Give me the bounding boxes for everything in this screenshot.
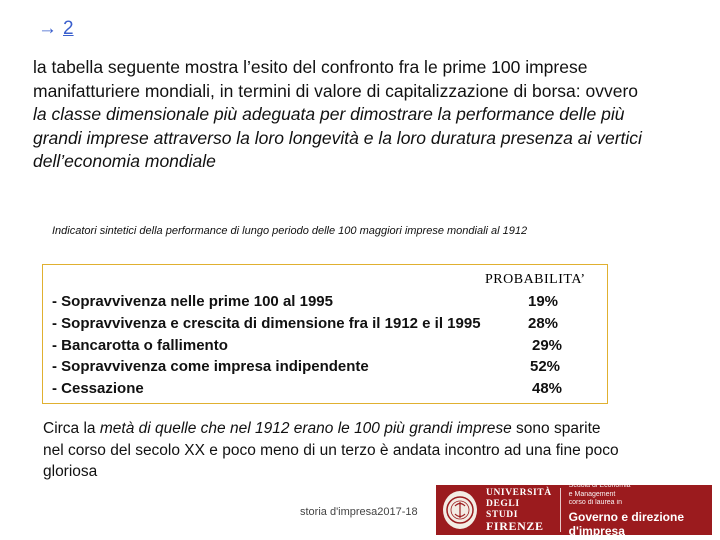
table-row-value: 29% xyxy=(532,337,563,354)
table-row-label: - Cessazione xyxy=(52,380,144,397)
dept-name: Governo e direzione d'impresa xyxy=(568,509,685,538)
table-row-value: 48% xyxy=(532,380,563,397)
closing-italic-text: metà di quelle che nel 1912 erano le 100 più grandi imprese xyxy=(99,420,512,437)
closing-text-end: sono sparite nel corso del secolo XX e poco meno di un terzo è andata incontro ad una fine poco gloriosa xyxy=(43,420,619,480)
closing-paragraph xyxy=(43,418,623,483)
university-name xyxy=(486,488,561,532)
table-row-value: 52% xyxy=(530,358,561,375)
table-row-label: - Sopravvivenza e crescita di dimensione fra il 1912 e il 1995 xyxy=(52,315,481,332)
table-row-label: - Sopravvivenza come impresa indipendente xyxy=(52,358,369,375)
university-name-line: UNIVERSITÀ xyxy=(486,488,552,498)
arrow-right-icon: → xyxy=(38,18,57,39)
closing-text-start: Circa la xyxy=(43,420,100,437)
footer-text: storia d'impresa2017-18 xyxy=(300,506,418,518)
department-label xyxy=(569,482,712,538)
dept-line: Scuola di Economia xyxy=(568,482,631,490)
intro-paragraph xyxy=(33,56,653,174)
dept-line: corso di laurea in xyxy=(568,499,622,507)
university-name-line: DEGLI STUDI xyxy=(486,499,520,520)
university-logo xyxy=(436,482,712,538)
university-city: FIRENZE xyxy=(486,519,544,533)
probability-header: PROBABILITA’ xyxy=(485,272,586,287)
university-seal-icon xyxy=(443,491,477,529)
intro-plain-text: la tabella seguente mostra l’esito del confronto fra le prime 100 imprese manifatturiere mondiali, in termini di valore di capitalizzazione di borsa: ovvero xyxy=(33,57,639,101)
dept-line: e Management xyxy=(568,490,616,498)
table-row-value: 28% xyxy=(528,315,559,332)
table-caption: Indicatori sintetici della performance di lungo periodo delle 100 maggiori imprese mondiali al 1912 xyxy=(52,225,528,237)
table-row-value: 19% xyxy=(528,293,559,310)
table-row-label: - Sopravvivenza nelle prime 100 al 1995 xyxy=(52,293,333,310)
intro-italic-text: la classe dimensionale più adeguata per dimostrare la performance delle più grandi imprese attraverso la loro longevità e la loro duratura presenza ai vertici dell’economia mondiale xyxy=(33,104,642,171)
nav-link-2[interactable] xyxy=(38,18,74,40)
nav-link-number[interactable]: 2 xyxy=(63,18,74,39)
table-row-label: - Bancarotta o fallimento xyxy=(52,337,228,354)
